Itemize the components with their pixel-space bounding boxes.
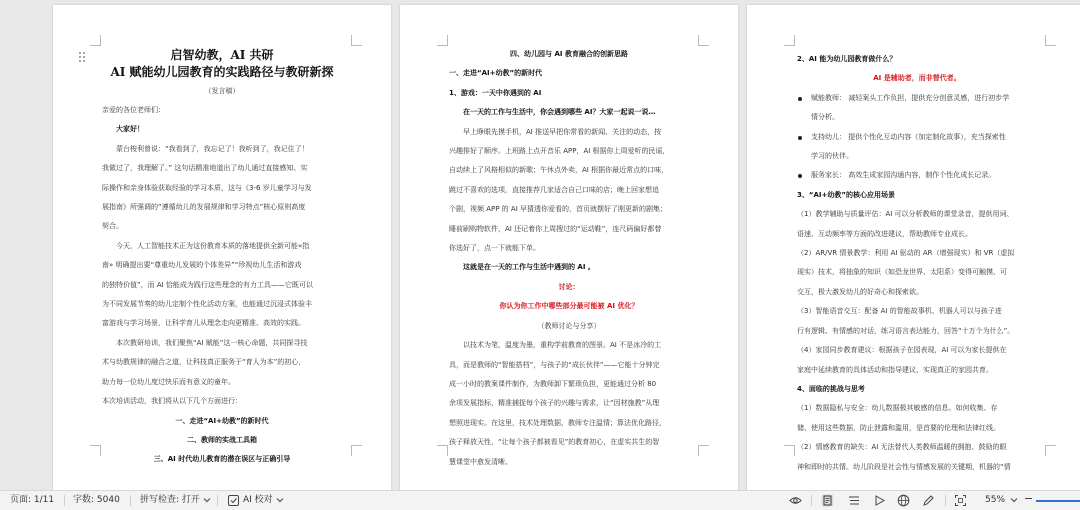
paragraph-line: 蒙台梭利曾说：“我看到了，我忘记了！我听到了，我记住了！ <box>116 144 309 153</box>
chevron-down-icon[interactable] <box>276 496 284 504</box>
paragraph-line: 在一天的工作与生活中，你会遇到哪些 AI？大家一起说一说… <box>463 108 656 117</box>
paragraph-line: 余项发展指标，精准捕捉每个孩子的兴趣与需求，让“因材施教”从理 <box>449 399 660 408</box>
divider <box>130 495 131 506</box>
document-title-line1: 启智幼教，AI 共研 <box>170 48 274 62</box>
status-bar <box>0 490 1080 510</box>
section-heading: 一、走进“AI+幼教”的新时代 <box>449 69 543 78</box>
paragraph-line: 你选好了，点一下就能下单。 <box>449 244 540 253</box>
paragraph-line: 术与幼教规律的融合之道，让科技真正服务于“育人为本”的初心， <box>102 358 306 367</box>
paragraph-line: 慧课堂中愈发清晰。 <box>449 457 512 466</box>
fit-screen-icon[interactable] <box>954 494 967 507</box>
subsection-heading: 4、面临的挑战与思考 <box>797 384 865 393</box>
paragraph-line: 家庭中延续教育的具体活动和指导建议，实现真正的家园共育。 <box>797 365 993 374</box>
paragraph-line: 亲爱的各位老师们： <box>102 106 165 114</box>
subsection-heading: 3、“AI+幼教”的核心应用场景 <box>797 190 895 199</box>
eye-icon[interactable] <box>789 494 802 507</box>
margin-corner <box>351 35 362 46</box>
paragraph-line: 交互，极大激发幼儿的好奇心和探索欲。 <box>797 287 923 296</box>
margin-corner <box>90 445 101 456</box>
bullet-item: 赋能教师： 减轻案头工作负担，提供充分创意灵感，进行初步学 <box>797 89 1037 108</box>
page-view-icon[interactable] <box>821 494 834 507</box>
margin-corner <box>698 35 709 46</box>
zoom-slider[interactable] <box>1036 500 1080 502</box>
margin-corner <box>784 35 795 46</box>
page-1-content <box>102 47 342 470</box>
page-2-content <box>449 45 689 472</box>
paragraph-line: 早上睁眼先摸手机，AI 推送早把你常看的新闻、关注的动态，按 <box>463 127 662 136</box>
margin-corner <box>437 35 448 46</box>
document-page-2[interactable] <box>400 5 738 490</box>
paragraph-line: （2）情感教育的缺失：AI 无法替代人类教师温暖的拥抱、鼓励的眼 <box>797 443 1007 452</box>
page-3-content <box>797 50 1037 477</box>
margin-corner <box>1045 445 1056 456</box>
margin-corner <box>784 445 795 456</box>
ai-proofread-icon[interactable] <box>227 494 240 507</box>
paragraph-line: 富游戏与学习场景，让科学育儿从理念走向更精准、高效的实践。 <box>102 319 305 328</box>
document-title-line2: AI 赋能幼儿园教育的实践路径与教研新探 <box>110 65 334 79</box>
paragraph-line: 本次培训活动，我们将从以下几个方面进行： <box>102 397 242 406</box>
paragraph-line: 行有逻辑、有情感的对话，练习语言表达能力，回答“十万个为什么”。 <box>797 326 1015 335</box>
paragraph-line: 际操作和亲身体验获取经验的学习本质，这与《3-6 岁儿童学习与发 <box>102 183 312 192</box>
paragraph-line: 为不同发展节奏的幼儿定制个性化活动方案，也能通过沉浸式体验丰 <box>102 300 312 309</box>
divider <box>64 495 65 506</box>
zoom-out-button[interactable]: − <box>1024 492 1034 505</box>
globe-icon[interactable] <box>897 494 910 507</box>
paragraph-line: 孩子释放天性，“让每个孩子都被看见”的教育初心，在虚实共生的智 <box>449 438 660 447</box>
divider <box>945 495 946 506</box>
chevron-down-icon[interactable] <box>1010 496 1018 504</box>
paragraph-line: 兴趣排好了顺序。上班路上点开音乐 APP，AI 根据你上周爱听的民谣， <box>449 147 670 156</box>
paragraph-line: 我做过了，我理解了。” 这句话精准地道出了幼儿通过直接感知、实 <box>102 164 308 173</box>
paragraph-line: 这就是在一天的工作与生活中遇到的 AI 。 <box>463 263 595 272</box>
discussion-label: 讨论： <box>558 282 580 291</box>
outline-item: 二、教师的实战工具箱 <box>187 435 257 444</box>
paragraph-line: 今天，人工智能技术正为这份教育本质的落地提供全新可能«指 <box>116 241 310 250</box>
paragraph-line: 具，而是教师的“智能搭档”，与孩子的“成长伙伴”——它能十分钟完 <box>449 360 660 369</box>
paragraph-line: 本次教研培训，我们聚焦“AI 赋能”这一核心命题，共同探寻技 <box>116 338 308 347</box>
paragraph-line: 语速、互动频率等方面的改进建议，帮助教师专业成长。 <box>797 229 972 238</box>
zoom-level[interactable]: 55% <box>985 495 1006 505</box>
paragraph-line: 南» 明确提出要“尊重幼儿发展的个体差异”“珍视幼儿生活和游戏 <box>102 261 302 270</box>
highlight-line: AI 是辅助者，而非替代者。 <box>873 74 961 83</box>
outline-item: 三、AI 时代幼儿教育的潜在误区与正确引导 <box>153 455 291 464</box>
document-page-1[interactable] <box>53 5 391 490</box>
paragraph-line: 睡前刷购物软件，AI 还记着你上周搜过的“运动鞋”，连尺码偏好都替 <box>449 224 662 233</box>
document-page-3[interactable] <box>747 5 1080 490</box>
bullet-item: 服务家长： 高效生成家园沟通内容，制作个性化成长记录。 <box>797 166 1037 185</box>
paragraph-line: （4）家园同步教育建议：根据孩子在园表现，AI 可以为家长提供在 <box>797 346 1007 355</box>
outline-item: 一、走进“AI+幼教”的新时代 <box>175 416 269 425</box>
paragraph-line: 个剧，视频 APP 的 AI 早猜透你爱看的，首页就摆好了刚更新的剧集； <box>449 205 667 214</box>
paragraph-line: 神和即时的共情。幼儿阶段是社会性与情感发展的关键期，机器的“情 <box>797 462 1011 471</box>
paragraph-line: （3）智能语音交互：配备 AI 的智能故事机、机器人可以与孩子进 <box>797 307 1002 316</box>
paragraph-line: （2）AR/VR 情景教学：利用 AI 驱动的 AR（增强现实）和 VR（虚拟 <box>797 249 1015 258</box>
paragraph-line: 以技术为笔，温度为墨，重构学前教育的图景。AI 不是冰冷的工 <box>463 341 662 350</box>
section-heading: 四、幼儿园与 AI 教育融合的创新思路 <box>510 50 628 58</box>
bullet-item: 支持幼儿： 提供个性化互动内容（加定制化故事），充当探索性 <box>797 128 1037 147</box>
paragraph-line: 现实）技术，将抽象的知识（如恐龙世界、太阳系）变得可触摸、可 <box>797 268 1007 277</box>
paragraph-line: 大家好！ <box>116 125 144 134</box>
paragraph-line: 情分析。 <box>811 113 839 122</box>
word-count[interactable]: 字数: 5040 <box>73 495 120 505</box>
divider <box>811 495 812 506</box>
paragraph-line: 的独特价值”，而 AI 恰能成为践行这些理念的有力工具——它既可以 <box>102 280 313 289</box>
margin-corner <box>351 445 362 456</box>
paragraph-line: 跳过不喜欢的选项，直接推荐几家适合自己口味的店；晚上回家想追 <box>449 185 659 194</box>
document-subtitle: （发言稿） <box>204 87 240 95</box>
margin-corner <box>698 445 709 456</box>
paragraph-line: 想照进现实。在这里，技术处理数据，教师专注温情；算法优化路径， <box>449 418 666 427</box>
paragraph-line: （1）数据隐私与安全：幼儿数据极其敏感的信息。如何收集、存 <box>797 404 998 413</box>
margin-corner <box>1045 35 1056 46</box>
spell-check-toggle[interactable]: 拼写检查: 打开 <box>140 495 200 505</box>
ai-proofread-button[interactable]: AI 校对 <box>243 495 273 505</box>
divider <box>217 495 218 506</box>
outline-icon[interactable] <box>848 494 861 507</box>
paragraph-line: 契合。 <box>102 222 123 231</box>
page-indicator[interactable]: 页面: 1/11 <box>10 495 55 505</box>
paragraph-line: 成一小时的教案课件制作，为教师卸下繁琐负担，更能通过分析 80 <box>449 379 657 388</box>
play-icon[interactable] <box>873 494 886 507</box>
pen-icon[interactable] <box>922 494 935 507</box>
paragraph-line: （教师讨论与分享） <box>537 321 601 330</box>
margin-corner <box>90 35 101 46</box>
discussion-question: 你认为你工作中哪些部分最可能被 AI 优化？ <box>499 302 639 311</box>
drag-handle-icon[interactable] <box>79 52 87 64</box>
paragraph-line: 自动续上了风格相似的新歌；午休点外卖，AI 根据你最近常点的口味， <box>449 166 669 175</box>
paragraph-line: 储、使用这些数据，防止泄露和滥用，是首要的伦理和法律红线。 <box>797 423 1000 432</box>
margin-corner <box>437 445 448 456</box>
subsection-heading: 1、游戏：一天中你遇到的 AI <box>449 88 542 97</box>
paragraph-line: 助力每一位幼儿度过快乐而有意义的童年。 <box>102 377 235 386</box>
paragraph-line: 展指南》所强调的“遵循幼儿的发展规律和学习特点”核心原则高度 <box>102 203 306 212</box>
subsection-heading: 2、AI 能为幼儿园教育做什么？ <box>797 55 897 63</box>
paragraph-line: 学习的伙伴。 <box>811 152 853 161</box>
chevron-down-icon[interactable] <box>203 496 211 504</box>
paragraph-line: （1）教学辅助与质量评估：AI 可以分析教师的课堂录音，提供用词、 <box>797 210 1014 219</box>
